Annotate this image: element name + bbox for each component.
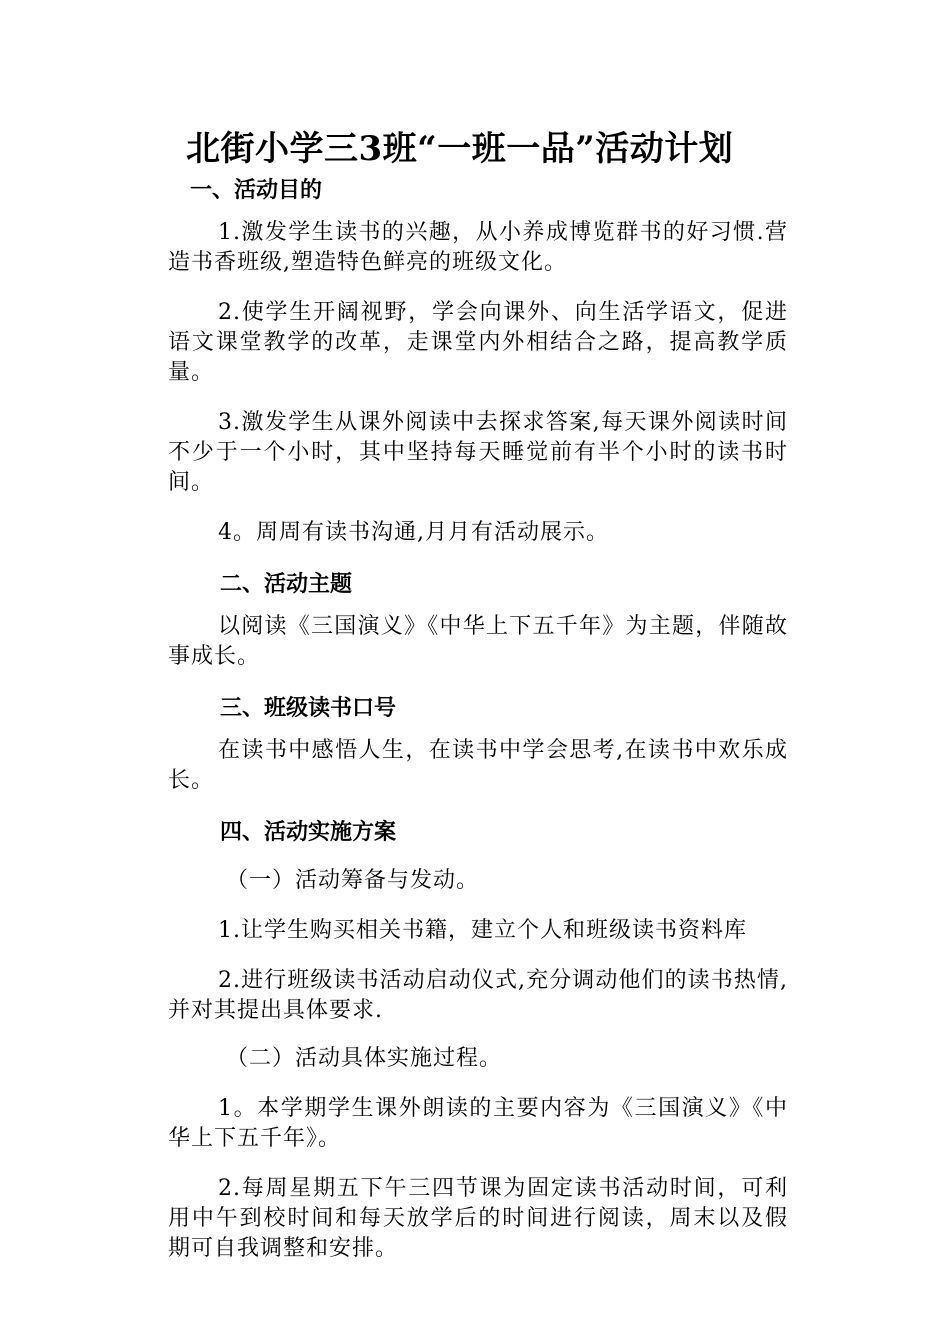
subsection-heading-implementation: （二）活动具体实施过程。 (226, 1046, 503, 1071)
paragraph: 1.让学生购买相关书籍，建立个人和班级读书资料库 (218, 918, 747, 943)
paragraph: 在读书中感悟人生，在读书中学会思考,在读书中欢乐成长。 (168, 738, 788, 793)
paragraph: 2.使学生开阔视野，学会向课外、向生活学语文，促进语文课堂教学的改革，走课堂内外相结合之路，提高教学质量。 (168, 300, 788, 385)
paragraph: 3.激发学生从课外阅读中去探求答案,每天课外阅读时间不少于一个小时，其中坚持每天睡觉前有半个小时的读书时间。 (168, 410, 788, 495)
paragraph: 以阅读《三国演义》《中华上下五千年》为主题，伴随故事成长。 (168, 614, 788, 669)
paragraph: 4。周周有读书沟通,月月有活动展示。 (218, 520, 609, 545)
paragraph: 1.激发学生读书的兴趣，从小养成博览群书的好习惯.营造书香班级,塑造特色鲜亮的班级文化。 (168, 220, 788, 275)
paragraph: 1。本学期学生课外朗读的主要内容为《三国演义》《中华上下五千年》。 (168, 1096, 788, 1151)
paragraph: 2.每周星期五下午三四节课为固定读书活动时间，可利用中午到校时间和每天放学后的时间进行阅读，周末以及假期可自我调整和安排。 (168, 1176, 788, 1261)
document-page (168, 128, 788, 1264)
section-heading-theme: 二、活动主题 (220, 572, 353, 597)
section-heading-slogan: 三、班级读书口号 (220, 696, 397, 721)
section-heading-plan: 四、活动实施方案 (220, 820, 397, 845)
document-title: 北街小学三3班“一班一品”活动计划 (186, 129, 734, 169)
subsection-heading-preparation: （一）活动筹备与发动。 (226, 868, 480, 893)
paragraph: 2.进行班级读书活动启动仪式,充分调动他们的读书热情,并对其提出具体要求. (168, 968, 788, 1023)
section-heading-purpose: 一、活动目的 (190, 178, 323, 203)
